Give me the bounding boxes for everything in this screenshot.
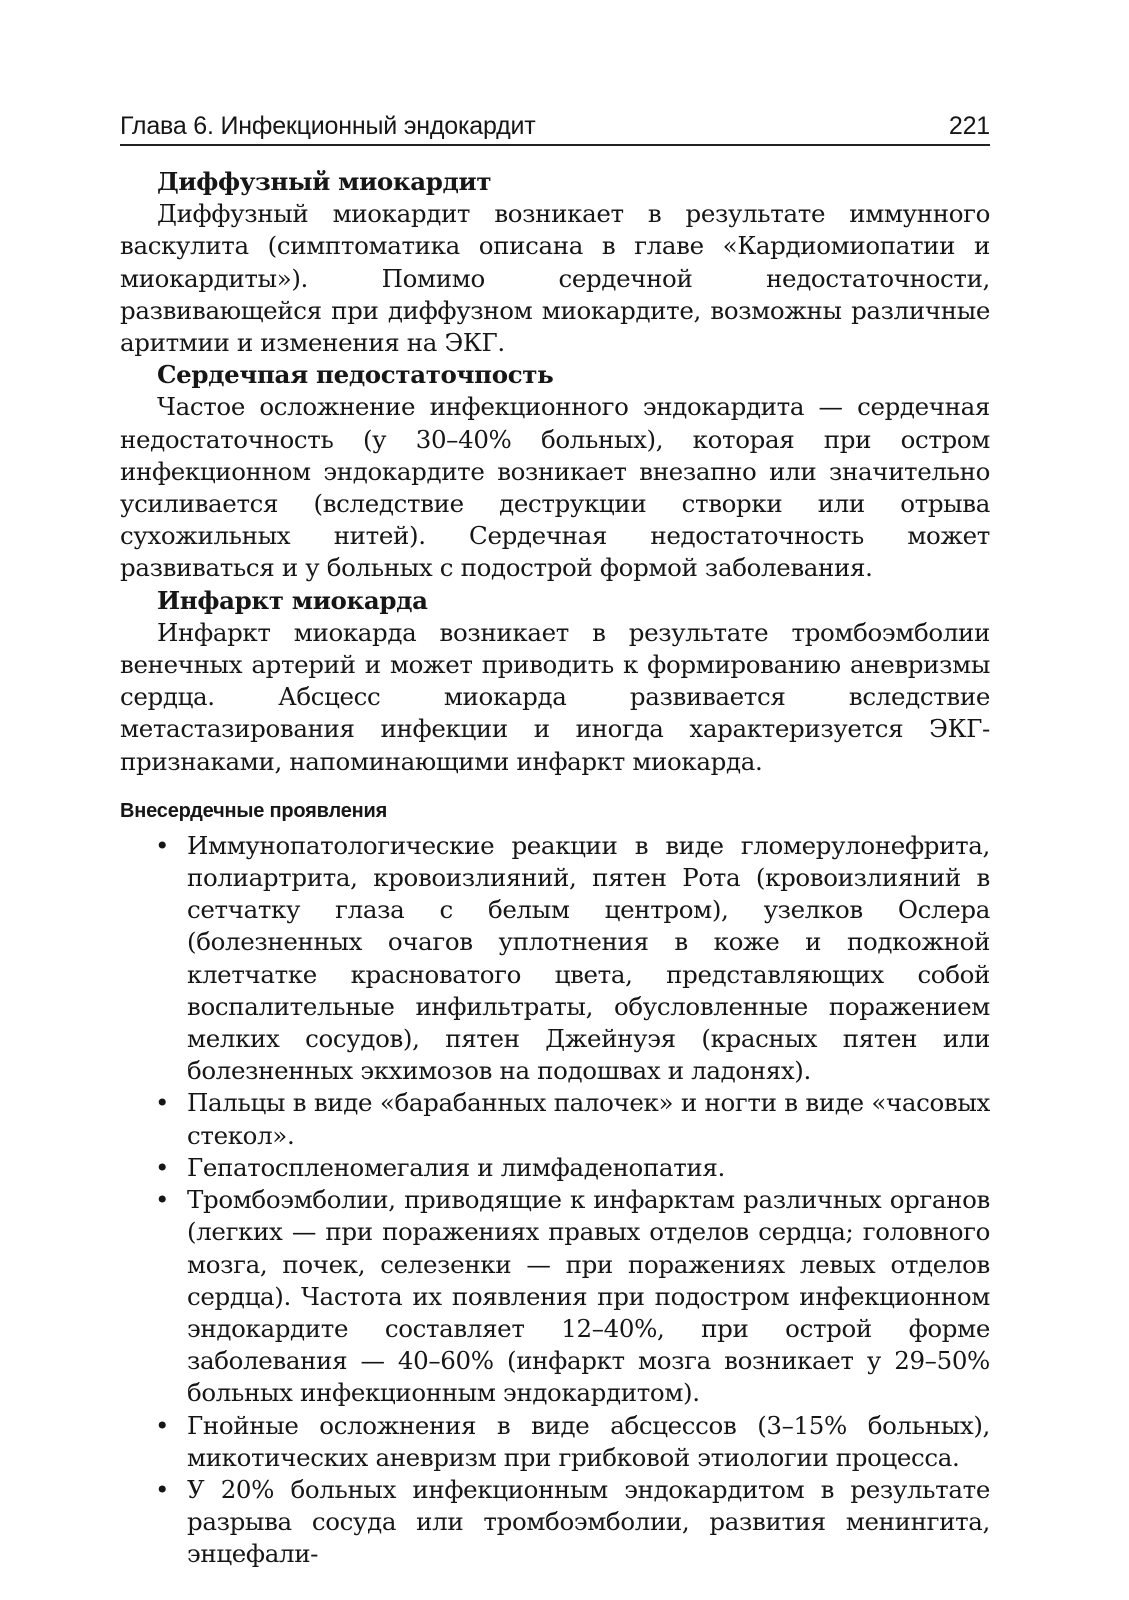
page-body bbox=[120, 166, 990, 1571]
list-item bbox=[120, 1474, 990, 1571]
extracardiac-list bbox=[120, 830, 990, 1571]
bullet-icon: • bbox=[155, 1474, 170, 1504]
list-item-text: Гепатоспленомегалия и лимфаденопатия. bbox=[187, 1152, 725, 1182]
section-heading-myocardial-infarction: Инфаркт миокарда bbox=[157, 585, 428, 615]
page-number: 221 bbox=[948, 112, 990, 140]
section-text-diffuse-myocarditis: Диффузный миокардит возникает в результате иммунного васкулита (симптоматика описана в главе «Кардиомиопатии и миокардиты»). Помимо сердечной недостаточности, развивающейся при диффузном миокардите, возможны различные аритмии и изменения на ЭКГ. bbox=[120, 199, 990, 358]
list-item-text: Пальцы в виде «барабанных палочек» и ногти в виде «часовых стекол». bbox=[187, 1088, 990, 1150]
extracardiac-heading: Внесердечные проявления bbox=[120, 799, 388, 822]
bullet-icon: • bbox=[155, 1185, 170, 1215]
list-item bbox=[120, 1152, 990, 1184]
list-item bbox=[120, 1087, 990, 1151]
bullet-icon: • bbox=[155, 1088, 170, 1118]
running-header bbox=[120, 110, 990, 142]
section-text-myocardial-infarction: Инфаркт миокарда возникает в результате тромбоэмболии венечных артерий и может приводить к формированию аневризмы сердца. Абсцесс миокарда развивается вследствие метастазирования инфекции и иногда характеризуется ЭКГ-признаками, напоминающими инфаркт миокарда. bbox=[120, 617, 990, 776]
bullet-icon: • bbox=[155, 1152, 170, 1182]
header-rule bbox=[120, 144, 990, 146]
bullet-icon: • bbox=[155, 830, 170, 860]
list-item-text: Иммунопатологические реакции в виде гломерулонефрита, полиартрита, кровоизлияний, пятен Рота (кровоизлияний в сетчатку глаза с белым центром), узелков Ослера (болезненных очагов уплотнения в коже и подкожной клетчатке красноватого цвета, представляющих собой воспалительные инфильтраты, обусловленные поражением мелких сосудов), пятен Джейнуэя (красных пятен или болезненных экхимозов на подошвах и ладонях). bbox=[187, 830, 990, 1086]
section-heading-diffuse-myocarditis: Диффузный миокардит bbox=[157, 167, 492, 196]
section-heading-heart-failure: Сердечпая педостаточпость bbox=[157, 360, 554, 390]
list-item-text: У 20% больных инфекционным эндокардитом в результате разрыва сосуда или тромбоэмболии, развития менингита, энцефали- bbox=[187, 1474, 990, 1569]
list-item-text: Тромбоэмболии, приводящие к инфарктам различных органов (легких — при поражениях правых отделов сердца; головного мозга, почек, селезенки — при поражениях левых отделов сердца). Частота их появления при подостром инфекционном эндокардите составляет 12–40%, при острой форме заболевания — 40–60% (инфаркт мозга возникает у 29–50% больных инфекционным эндокардитом). bbox=[187, 1185, 990, 1408]
list-item-text: Гнойные осложнения в виде абсцессов (3–15% больных), микотических аневризм при грибковой этиологии процесса. bbox=[187, 1410, 990, 1472]
list-item bbox=[120, 1184, 990, 1409]
section-text-heart-failure: Частое осложнение инфекционного эндокардита — сердечная недостаточность (у 30–40% больных), которая при остром инфекционном эндокардите возникает внезапно или значительно усиливается (вследствие деструкции створки или отрыва сухожильных нитей). Сердечная недостаточность может развиваться и у больных с подострой формой заболевания. bbox=[120, 392, 990, 583]
bullet-icon: • bbox=[155, 1410, 170, 1440]
list-item bbox=[120, 830, 990, 1088]
chapter-title: Глава 6. Инфекционный эндокардит bbox=[120, 112, 536, 140]
list-item bbox=[120, 1410, 990, 1474]
